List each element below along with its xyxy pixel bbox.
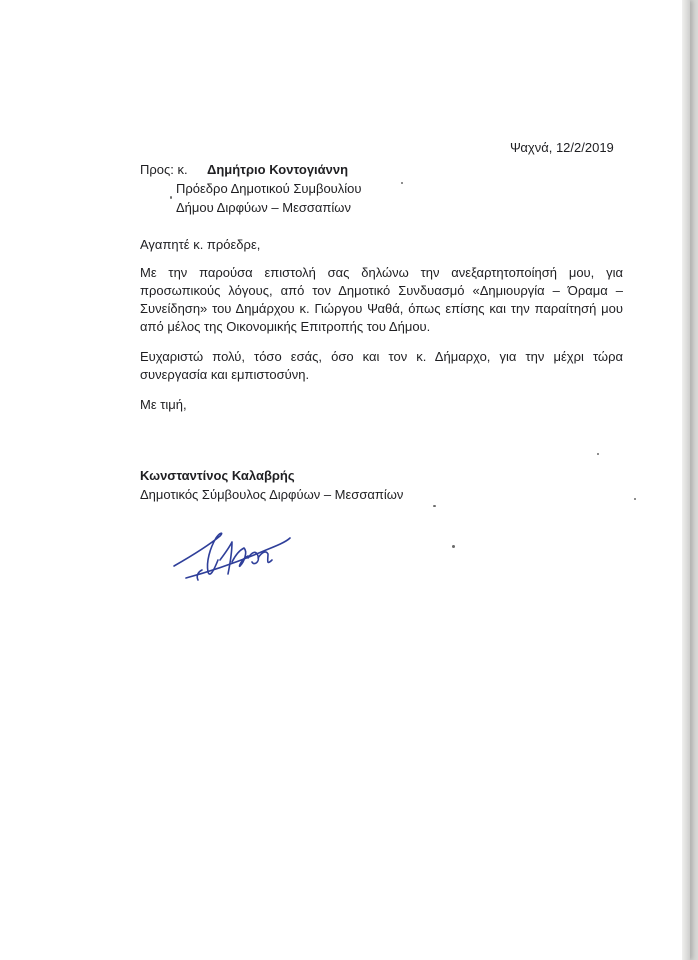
sender-name: Κωνσταντίνος Καλαβρής	[140, 468, 295, 483]
salutation: Αγαπητέ κ. πρόεδρε,	[140, 237, 261, 252]
scan-speck	[597, 453, 599, 455]
sender-title: Δημοτικός Σύμβουλος Διρφύων – Μεσσαπίων	[140, 487, 404, 502]
page-edge-shadow	[682, 0, 690, 960]
recipient-name: Δημήτριο Κοντογιάννη	[207, 162, 349, 177]
body-paragraph-1: Με την παρούσα επιστολή σας δηλώνω την ανεξαρτητοποίησή μου, για προσωπικούς λόγους, από τον Δημοτικό Συνδυασμό «Δημιουργία – Όραμα – Συνείδηση» του Δημάρχου κ. Γιώργου Ψαθά, όπως επίσης και την παραίτησή μου από μέλος της Οικονομικής Επιτροπής του Δήμου.	[140, 265, 623, 334]
place-date: Ψαχνά, 12/2/2019	[510, 140, 614, 155]
scan-speck	[170, 196, 172, 199]
scan-speck	[433, 505, 436, 507]
recipient-prefix: Προς: κ.	[140, 162, 188, 177]
body-paragraph-2: Ευχαριστώ πολύ, τόσο εσάς, όσο και τον κ. Δήμαρχο, για την μέχρι τώρα συνεργασία και εμπιστοσύνη.	[140, 349, 623, 382]
scan-speck	[401, 182, 403, 184]
closing: Με τιμή,	[140, 397, 187, 412]
handwritten-signature	[168, 522, 298, 588]
recipient-title-line1: Πρόεδρο Δημοτικού Συμβουλίου	[176, 181, 362, 196]
scan-speck	[634, 498, 636, 500]
recipient-title-line2: Δήμου Διρφύων – Μεσσαπίων	[176, 200, 351, 215]
scan-speck	[452, 545, 455, 548]
